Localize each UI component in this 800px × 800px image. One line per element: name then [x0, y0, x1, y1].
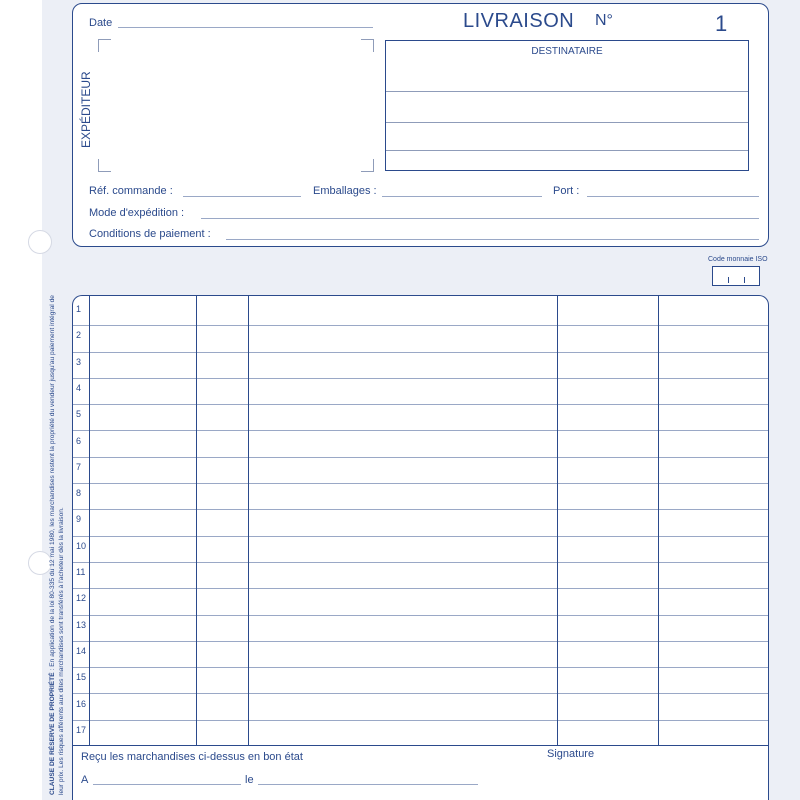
row-number: 12 — [76, 593, 87, 604]
ownership-clause — [48, 295, 66, 795]
on-label: le — [245, 774, 254, 786]
table-row[interactable] — [73, 509, 768, 535]
currency-code-tick-2 — [744, 277, 745, 283]
table-row[interactable] — [73, 483, 768, 509]
row-number: 8 — [76, 488, 82, 499]
packaging-field[interactable] — [382, 196, 542, 197]
column-divider-2 — [196, 296, 197, 745]
table-footer-divider — [73, 745, 768, 746]
table-row[interactable] — [73, 352, 768, 378]
order-ref-label: Réf. commande : — [89, 185, 173, 197]
ownership-clause-title: CLAUSE DE RÉSERVE DE PROPRIÉTÉ — [49, 672, 56, 795]
binder-hole-top — [28, 230, 52, 254]
table-row[interactable] — [73, 641, 768, 667]
at-label: A — [81, 774, 89, 786]
row-number: 14 — [76, 645, 87, 656]
currency-code-field[interactable] — [712, 266, 760, 286]
row-number: 3 — [76, 356, 82, 367]
currency-code-label: Code monnaie ISO — [708, 256, 768, 263]
table-row[interactable] — [73, 615, 768, 641]
table-row[interactable] — [73, 457, 768, 483]
table-row[interactable] — [73, 720, 768, 746]
signature-label: Signature — [547, 748, 595, 760]
row-number: 4 — [76, 382, 82, 393]
row-number: 11 — [76, 567, 86, 577]
row-number: 2 — [76, 330, 82, 341]
date-label: Date — [89, 17, 113, 29]
table-row[interactable] — [73, 378, 768, 404]
recipient-box[interactable] — [385, 40, 749, 171]
shipping-mode-label: Mode d'expédition : — [89, 207, 185, 219]
table-row[interactable] — [73, 404, 768, 430]
column-divider-3 — [248, 296, 249, 745]
table-row[interactable] — [73, 431, 768, 457]
column-divider-1 — [89, 296, 90, 745]
packaging-label: Emballages : — [313, 185, 377, 197]
recipient-label: DESTINATAIRE — [531, 46, 603, 57]
ownership-clause-text: : En application de la loi 80-335 du 12 mai 1980, les marchandises restent la propriété du vendeur jusqu'au paiement intégral de leur prix. Les risques afférents aux dites marchandises sont transférés à l'acheteur dès la livraison. — [49, 295, 65, 795]
row-number: 13 — [76, 619, 87, 630]
row-number: 5 — [76, 409, 82, 420]
currency-code-tick-1 — [728, 277, 729, 283]
row-number: 10 — [76, 540, 87, 551]
row-number: 7 — [76, 461, 82, 472]
table-row[interactable] — [73, 536, 768, 562]
number-label: N° — [595, 12, 613, 29]
row-number: 1 — [76, 304, 82, 314]
payment-terms-label: Conditions de paiement : — [89, 228, 211, 240]
on-field[interactable] — [258, 784, 478, 785]
sender-corner-tr — [361, 39, 374, 52]
payment-terms-field[interactable] — [226, 239, 759, 240]
items-table — [72, 295, 769, 800]
table-row[interactable] — [73, 562, 768, 588]
table-row[interactable] — [73, 299, 768, 325]
at-field[interactable] — [93, 784, 241, 785]
row-number: 16 — [76, 698, 87, 709]
table-row[interactable] — [73, 694, 768, 720]
column-divider-5 — [658, 296, 659, 745]
port-label: Port : — [553, 185, 580, 197]
received-label: Reçu les marchandises ci-dessus en bon état — [81, 751, 303, 763]
form-title: LIVRAISON — [463, 10, 575, 32]
row-number: 17 — [76, 724, 87, 735]
port-field[interactable] — [587, 196, 759, 197]
table-row[interactable] — [73, 588, 768, 614]
sender-corner-br — [361, 159, 374, 172]
form-number: 1 — [715, 11, 728, 36]
recipient-line-2 — [386, 122, 748, 123]
recipient-line-1 — [386, 91, 748, 92]
order-ref-field[interactable] — [183, 196, 301, 197]
recipient-line-3 — [386, 150, 748, 151]
table-row[interactable] — [73, 667, 768, 693]
sender-label: EXPÉDITEUR — [79, 71, 93, 148]
row-number: 9 — [76, 514, 82, 525]
row-number: 6 — [76, 435, 82, 446]
table-row[interactable] — [73, 325, 768, 351]
column-divider-4 — [557, 296, 558, 745]
sender-corner-bl — [98, 159, 111, 172]
shipping-mode-field[interactable] — [201, 218, 759, 219]
date-field[interactable] — [118, 27, 373, 28]
row-number: 15 — [76, 672, 87, 683]
sender-corner-tl — [98, 39, 111, 52]
